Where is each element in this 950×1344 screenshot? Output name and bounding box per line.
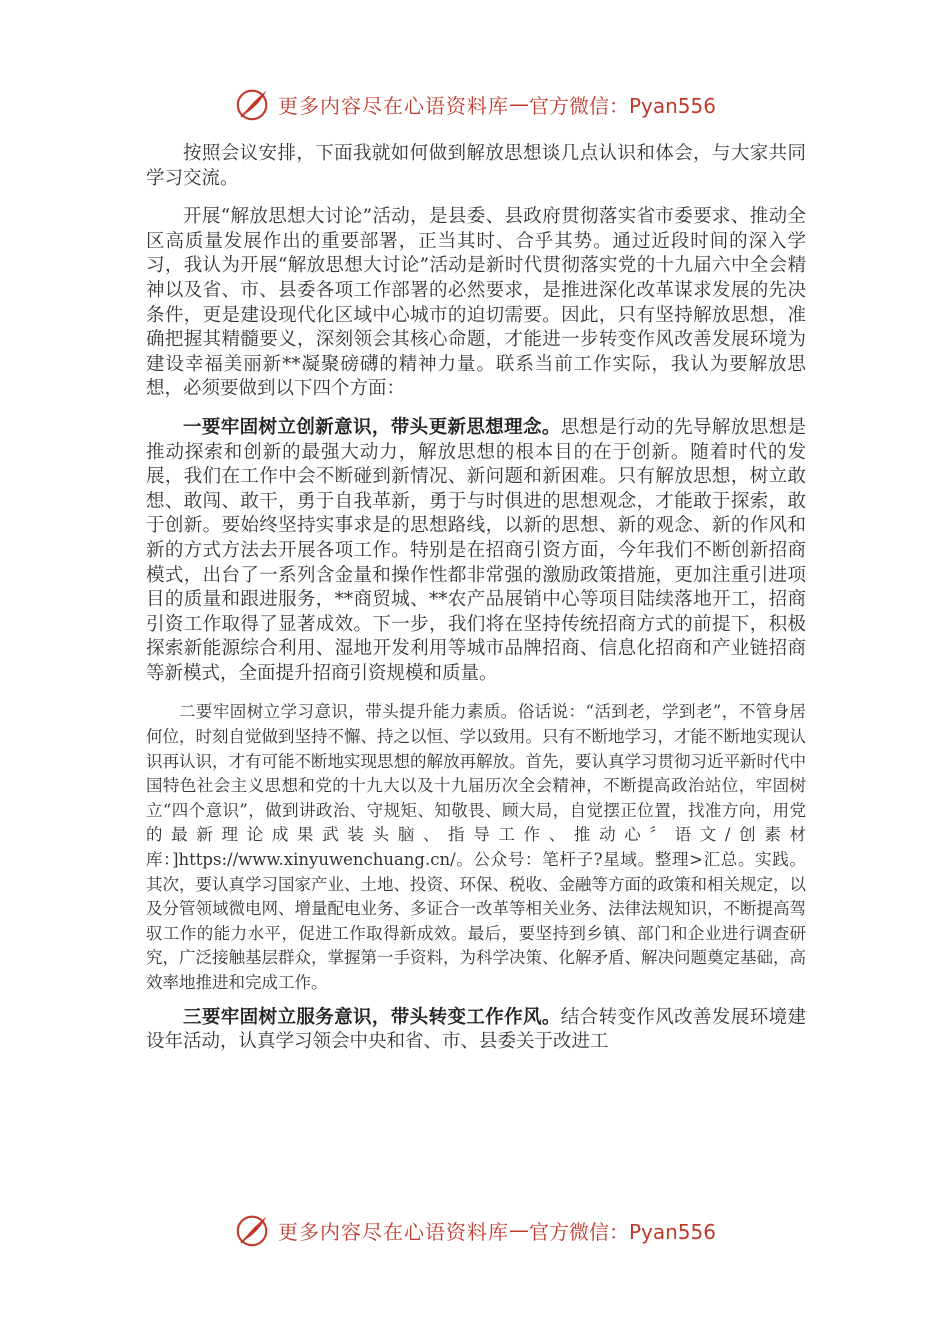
header-brand-text: 更多内容尽在心语资料库 xyxy=(277,93,509,118)
context-paragraph: 开展“解放思想大讨论”活动，是县委、县政府贯彻落实省市委要求、推动全区高质量发展作出的重要部署，正当其时、合乎其势。通过近段时间的深入学习，我认为开展“解放思想大讨论”活动是新时代贯彻落实党的十九届六中全会精神以及省、市、县委各项工作部署的必然要求，是推进深化改革谋求发展的先决条件，更是建设现代化区域中心城市的迫切需要。因此，只有坚持解放思想，准确把握其精髓要义，深刻领会其核心命题，才能进一步转变作风改善发展环境为建设幸福美丽新**凝聚磅礴的精神力量。联系当前工作实际，我认为要解放思想，必须要做到以下四个方面： xyxy=(146,206,806,400)
footer-brand-text: 更多内容尽在心语资料库 xyxy=(277,1219,509,1244)
intro-paragraph: 按照会议安排，下面我就如何做到解放思想谈几点认识和体会，与大家共同学习交流。 xyxy=(146,143,806,189)
point3-paragraph xyxy=(146,1006,806,1055)
point2-paragraph: 二要牢固树立学习意识，带头提升能力素质。俗话说：“活到老，学到老”，不管身居何位，时刻自觉做到坚持不懈、持之以恒、学以致用。只有不断地学习，才能不断地实现认识再认识，才有可能不断地实现思想的解放再解放。首先，要认真学习贯彻习近平新时代中国特色社会主义思想和党的十九大以及十九届历次全会精神，不断提高政治站位，牢固树立“四个意识”，做到讲政治、守规矩、知敬畏、顾大局，自觉摆正位置，找准方向，用党的最新理论成果武装头脑、指导工作、推动心〞语文/创素材库：]https://www.xinyuwenchuang.cn/。公众号：笔杆子?星域。整理>汇总。实践。其次，要认真学习国家产业、土地、投资、环保、税收、金融等方面的政策和相关规定，以及分管领域微电网、增量配电业务、多证合一改革等相关业务、法律法规知识，不断提高驾驭工作的能力水平，促进工作取得新成效。最后，要坚持到乡镇、部门和企业进行调查研究，广泛接触基层群众，掌握第一手资料，为科学决策、化解矛盾、解决问题奠定基础，高效率地推进和完成工作。 xyxy=(146,702,806,992)
point1-paragraph xyxy=(146,416,806,687)
footer-separator: — xyxy=(508,1218,529,1242)
point1-lead: 一要牢固树立创新意识，带头更新思想理念。 xyxy=(183,416,561,438)
feather-pen-logo-icon xyxy=(234,1211,272,1249)
footer-wechat-text: 官方微信：Pyan556 xyxy=(528,1219,716,1244)
point1-text: 思想是行动的先导解放思想是推动探索和创新的最强大动力，解放思想的根本目的在于创新。随着时代的发展，我们在工作中会不断碰到新情况、新问题和新困难。只有解放思想，树立敢想、敢闯、敢干，勇于自我革新，勇于与时俱进的思想观念，才能敢于探索，敢于创新。要始终坚持实事求是的思想路线，以新的思想、新的观念、新的作风和新的方式方法去开展各项工作。特别是在招商引资方面，今年我们不断创新招商模式，出台了一系列含金量和操作性都非常强的激励政策措施，更加注重引进项目的质量和跟进服务，**商贸城、**农产品展销中心等项目陆续落地开工，招商引资工作取得了显著成效。下一步，我们将在坚持传统招商方式的前提下，积极探索新能源综合利用、湿地开发利用等城市品牌招商、信息化招商和产业链招商等新模式，全面提升招商引资规模和质量。 xyxy=(146,416,806,684)
footer-banner xyxy=(0,1210,950,1250)
point3-lead: 三要牢固树立服务意识，带头转变工作作风。 xyxy=(183,1006,561,1028)
header-separator: — xyxy=(508,92,529,116)
feather-pen-logo-icon xyxy=(234,85,272,123)
header-wechat-text: 官方微信：Pyan556 xyxy=(528,93,716,118)
header-banner xyxy=(0,84,950,124)
point3-text: 结合转变作风改善发展环境建设年活动，认真学习领会中央和省、市、县委关于改进工 xyxy=(146,1006,806,1053)
document-body xyxy=(146,142,806,1069)
